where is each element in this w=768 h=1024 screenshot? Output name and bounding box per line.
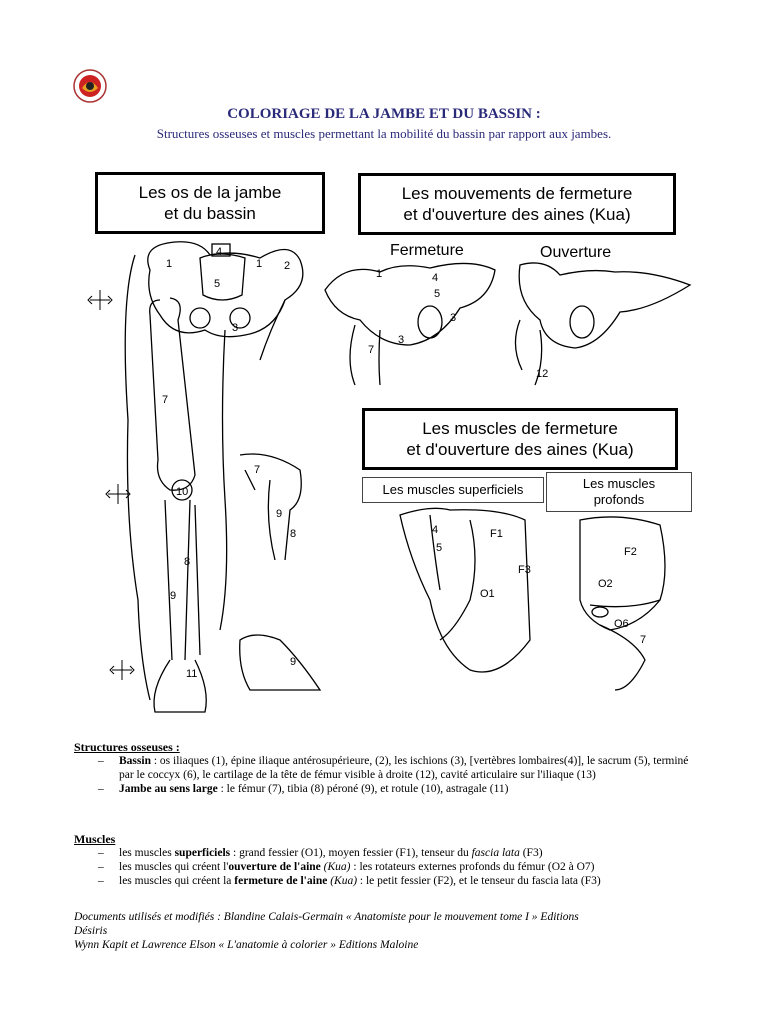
box-os-line1: Les os de la jambe xyxy=(138,183,282,202)
text: : grand fessier (O1), moyen fessier (F1), tenseur du xyxy=(230,847,472,859)
text: (F3) xyxy=(519,847,543,859)
structures-section xyxy=(74,740,694,796)
label-num-3: 3 xyxy=(232,322,239,334)
label-num-10: 10 xyxy=(176,486,189,498)
label-num-7a: 7 xyxy=(162,394,169,406)
rotation-arrows-icon xyxy=(88,290,134,680)
text: : le petit fessier (F2), et le tenseur du fascia lata (F3) xyxy=(357,875,601,887)
text-italic: (Kua) xyxy=(327,875,358,887)
box-muscles-line2: et d'ouverture des aines (Kua) xyxy=(406,440,634,459)
muscles-heading: Muscles xyxy=(74,832,116,846)
pelvis-ouverture-drawing xyxy=(519,263,690,348)
label-ouverture: Ouverture xyxy=(540,244,612,261)
label-F2: F2 xyxy=(624,546,637,558)
text-bold: superficiels xyxy=(174,847,231,859)
reference-line2: Désiris xyxy=(74,925,108,937)
muscles-item-ouverture: – les muscles qui créent l'ouverture de l'aine (Kua) : les rotateurs externes profonds du fémur (O2 à O7) xyxy=(98,861,595,873)
text: : les rotateurs externes profonds du fémur (O2 à O7) xyxy=(350,861,595,873)
text: les muscles qui créent l' xyxy=(119,861,229,873)
structures-item-jambe: – Jambe au sens large : le fémur (7), tibia (8) péroné (9), et rotule (10), astragale (11) xyxy=(98,783,509,795)
item-bold: Jambe au sens large xyxy=(119,783,218,795)
box-superficiels-label: Les muscles superficiels xyxy=(382,482,524,497)
text: les muscles xyxy=(119,847,175,859)
box-profonds-line2: profonds xyxy=(593,492,645,507)
label-num-7c: 7 xyxy=(368,344,375,356)
item-text: : le fémur (7), tibia (8) péroné (9), et rotule (10), astragale (11) xyxy=(217,783,509,795)
label-num-4b: 4 xyxy=(432,272,439,284)
box-os-line2: et du bassin xyxy=(164,204,256,223)
label-num-9b: 9 xyxy=(276,508,283,520)
foot-drawing xyxy=(154,660,206,712)
box-mouvements-line1: Les mouvements de fermeture xyxy=(401,184,633,203)
knee-drawing xyxy=(240,454,301,560)
page-title: COLORIAGE DE LA JAMBE ET DU BASSIN : xyxy=(227,106,541,122)
femur-drawing xyxy=(150,298,195,490)
text-italic: fascia lata xyxy=(471,847,520,859)
text-bold: fermeture de l'aine xyxy=(234,875,328,887)
muscles-superficiels-drawing xyxy=(400,508,530,672)
structures-item-bassin: – Bassin : os iliaques (1), épine iliaque antérosupérieure, (2), les ischions (3), [vertèbres lombaires(4)], le sacrum (5), terminé par le coccyx (6), le cartilage de la tête de fémur visible à droite (12), cavité articulaire sur l'iliaque (13) xyxy=(98,755,689,781)
muscles-item-fermeture: – les muscles qui créent la fermeture de l'aine (Kua) : le petit fessier (F2), et le tenseur du fascia lata (F3) xyxy=(98,875,601,887)
label-num-11: 11 xyxy=(186,668,198,680)
label-F1: F1 xyxy=(490,528,503,540)
label-O6: O6 xyxy=(614,618,629,630)
label-num-5: 5 xyxy=(214,278,221,290)
label-num-7b: 7 xyxy=(254,464,261,476)
box-muscles-line1: Les muscles de fermeture xyxy=(422,419,618,438)
label-num-9c: 9 xyxy=(290,656,297,668)
label-num-4c: 4 xyxy=(432,524,439,536)
tibia-drawing xyxy=(165,500,200,660)
structures-heading: Structures osseuses : xyxy=(74,740,180,754)
muscles-item-superficiels: – les muscles superficiels : grand fessier (O1), moyen fessier (F1), tenseur du fascia lata (F3) xyxy=(98,847,543,859)
text-bold: ouverture de l'aine xyxy=(228,861,321,873)
label-O1: O1 xyxy=(480,588,495,600)
label-num-1c: 1 xyxy=(376,268,383,280)
label-O2: O2 xyxy=(598,578,613,590)
label-num-9a: 9 xyxy=(170,590,177,602)
label-num-5b: 5 xyxy=(434,288,441,300)
pelvis-fermeture-drawing xyxy=(325,263,495,345)
page-subtitle: Structures osseuses et muscles permettant la mobilité du bassin par rapport aux jambes. xyxy=(156,126,612,141)
box-mouvements-line2: et d'ouverture des aines (Kua) xyxy=(403,205,631,224)
ankle-drawing xyxy=(240,635,320,690)
muscles-section xyxy=(74,832,694,888)
label-num-1a: 1 xyxy=(166,258,173,270)
reference-line1: Documents utilisés et modifiés : Blandine Calais-Germain « Anatomiste pour le mouvement tome I » Editions xyxy=(74,911,579,923)
label-num-12: 12 xyxy=(536,368,549,380)
label-num-3c: 3 xyxy=(398,334,405,346)
text-italic: (Kua) xyxy=(320,861,351,873)
label-num-8a: 8 xyxy=(184,556,191,568)
label-num-3b: 3 xyxy=(450,312,457,324)
label-num-4: 4 xyxy=(216,246,223,258)
item-text: : os iliaques (1), épine iliaque antérosupérieure, (2), les ischions (3), [vertèbres lombaires(4)], le sacrum (5), terminé par le coccyx (6), le cartilage de la tête de fémur visible à droite (12), cavité articulaire sur l'iliaque (13) xyxy=(119,755,689,781)
references xyxy=(74,910,694,952)
label-num-8b: 8 xyxy=(290,528,297,540)
label-num-2: 2 xyxy=(284,260,291,272)
label-fermeture: Fermeture xyxy=(390,242,464,259)
label-num-1b: 1 xyxy=(256,258,263,270)
label-F3: F3 xyxy=(518,564,531,576)
label-num-5c: 5 xyxy=(436,542,443,554)
label-num-7d: 7 xyxy=(640,634,647,646)
text: les muscles qui créent la xyxy=(119,875,235,887)
reference-line3: Wynn Kapit et Lawrence Elson « L'anatomie à colorier » Editions Maloine xyxy=(74,939,419,951)
box-profonds-line1: Les muscles xyxy=(582,476,656,491)
item-bold: Bassin xyxy=(119,755,151,767)
